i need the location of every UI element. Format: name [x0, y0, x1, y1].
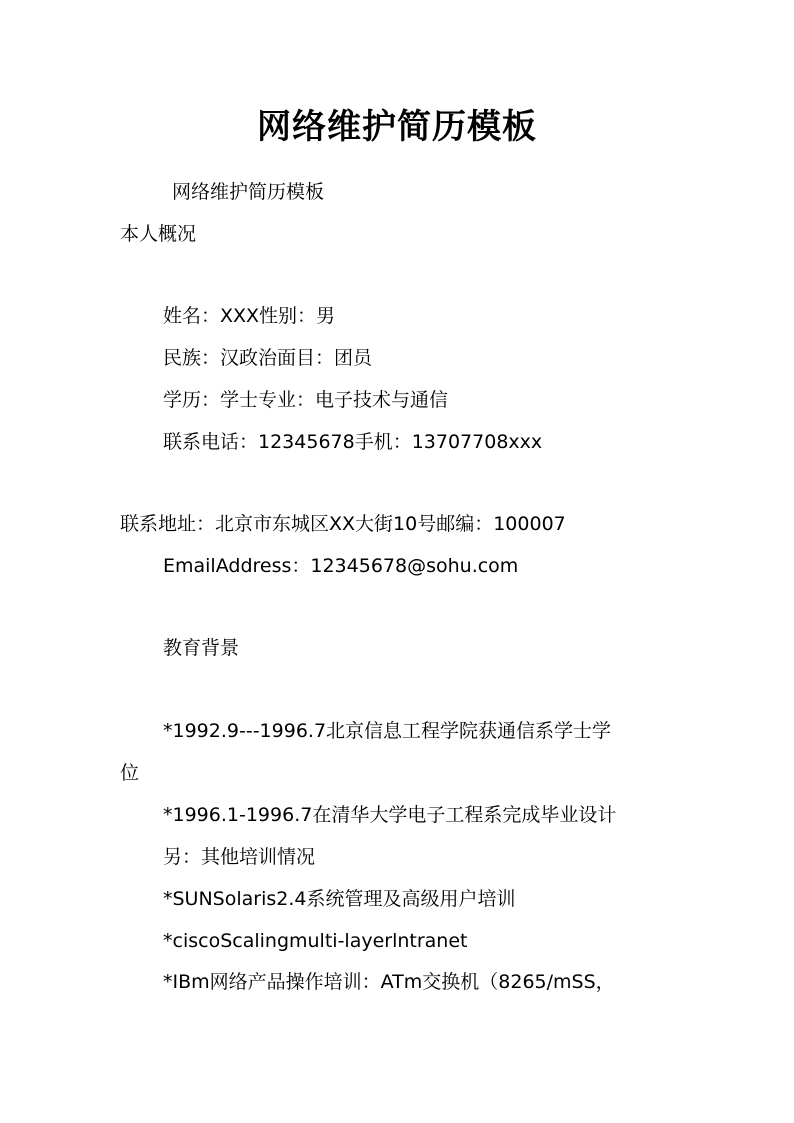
training-item-2: *ciscoScalingmulti-layerlntranet: [163, 930, 468, 952]
education-item-2: *1996.1-1996.7在清华大学电子工程系完成毕业设计: [163, 804, 617, 826]
training-item-3: *IBm网络产品操作培训：ATm交换机（8265/mSS，: [163, 971, 615, 993]
document-title: 网络维护简历模板: [257, 107, 537, 147]
education-major-line: 学历：学士专业：电子技术与通信: [163, 389, 449, 411]
name-gender-line: 姓名：XXX性别：男: [163, 305, 336, 327]
education-item-1: *1992.9---1996.7北京信息工程学院获通信系学士学: [163, 720, 612, 742]
training-heading: 另：其他培训情况: [163, 846, 316, 868]
section-heading-overview: 本人概况: [120, 223, 197, 245]
address-line: 联系地址：北京市东城区XX大街10号邮编：100007: [120, 513, 566, 535]
email-line: EmailAddress：12345678@sohu.com: [163, 555, 519, 577]
document-subtitle: 网络维护简历模板: [172, 181, 325, 203]
section-heading-education: 教育背景: [163, 637, 240, 659]
training-item-1: *SUNSolaris2.4系统管理及高级用户培训: [163, 888, 516, 910]
phone-line: 联系电话：12345678手机：13707708xxx: [163, 431, 543, 453]
education-item-1-continued: 位: [120, 762, 140, 784]
ethnicity-political-line: 民族：汉政治面目：团员: [163, 347, 373, 369]
